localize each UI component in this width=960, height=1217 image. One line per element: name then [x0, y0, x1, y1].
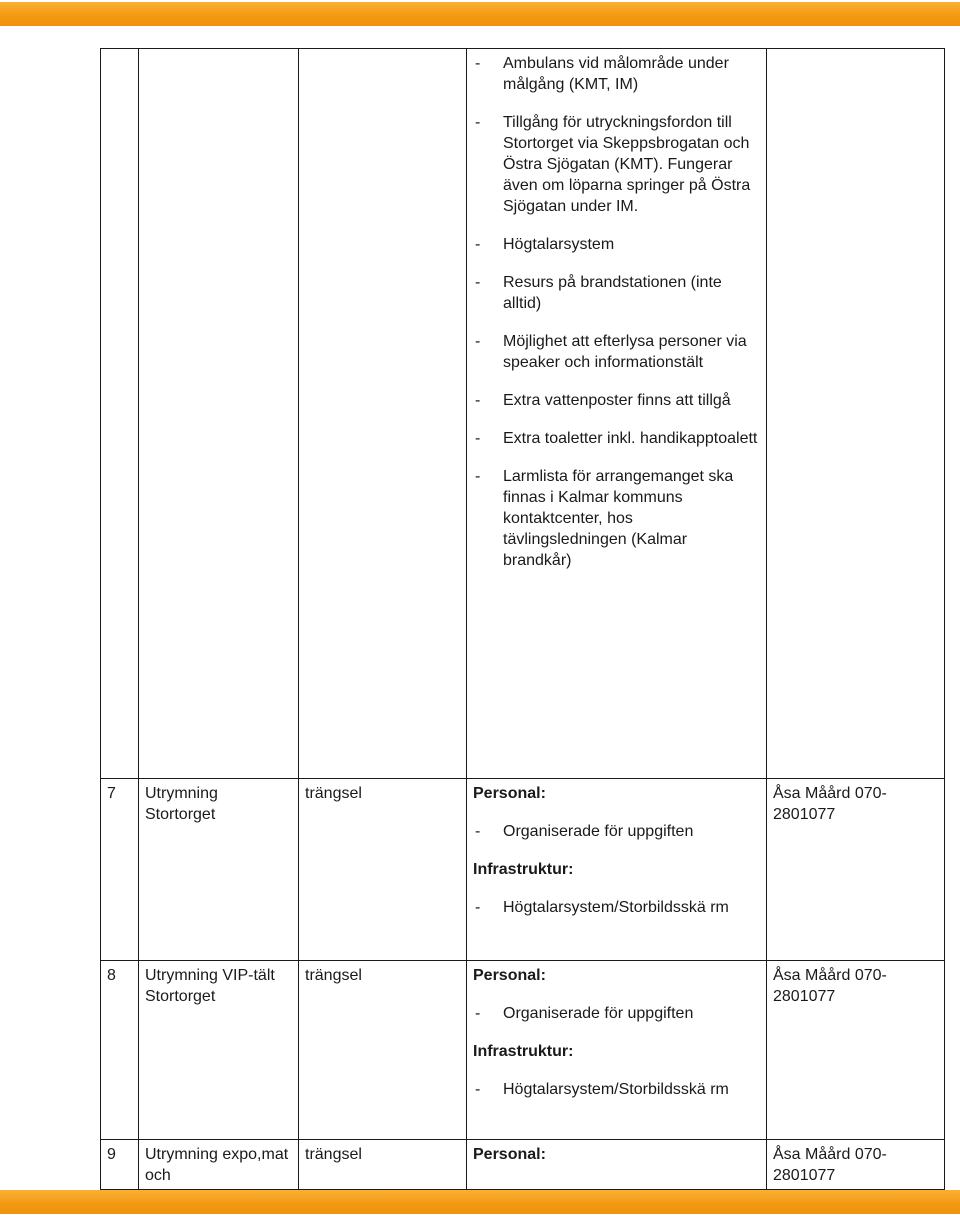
- personal-label: Personal:: [473, 785, 546, 802]
- list-item: [473, 53, 760, 95]
- risk-cell: trängsel: [299, 1140, 467, 1190]
- area-cell: Utrymning VIP-tält Stortorget: [139, 961, 299, 1140]
- measures-cell: [467, 779, 767, 961]
- footer-band: [0, 1190, 960, 1214]
- personal-label: Personal:: [473, 967, 546, 984]
- area-cell: Utrymning expo,mat och: [139, 1140, 299, 1190]
- nr-cell: 8: [101, 961, 139, 1140]
- table-row: [101, 779, 945, 961]
- list-item: [473, 897, 760, 918]
- bullet-dash: -: [475, 1005, 481, 1022]
- table-row: [101, 49, 945, 779]
- bullet-dash: -: [475, 468, 481, 485]
- list-item-text: Organiserade för uppgiften: [503, 823, 694, 840]
- list-item: [473, 234, 760, 255]
- personal-label: Personal:: [473, 1146, 546, 1163]
- list-item-text: Resurs på brandstationen (inte alltid): [503, 274, 722, 312]
- list-item: [473, 272, 760, 314]
- bullet-dash: -: [475, 274, 481, 291]
- bullet-dash: -: [475, 823, 481, 840]
- measures-cell: [467, 961, 767, 1140]
- list-item: [473, 428, 760, 449]
- bullet-dash: -: [475, 333, 481, 350]
- list-item-text: Tillgång för utryckningsfordon till Stortorget via Skeppsbrogatan och Östra Sjögatan (KMT). Fungerar även om löparna springer på Östra Sjögatan under IM.: [503, 114, 751, 215]
- list-item: [473, 1079, 760, 1100]
- list-item: [473, 821, 760, 842]
- list-item: [473, 331, 760, 373]
- nr-cell: 7: [101, 779, 139, 961]
- list-item-text: Extra vattenposter finns att tillgå: [503, 392, 731, 409]
- list-item-text: Högtalarsystem/Storbildsskä rm: [503, 1081, 729, 1098]
- bullet-dash: -: [475, 1081, 481, 1098]
- list-item-text: Larmlista för arrangemanget ska finnas i Kalmar kommuns kontaktcenter, hos tävlingsledningen (Kalmar brandkår): [503, 468, 734, 569]
- list-item-text: Högtalarsystem: [503, 236, 615, 253]
- header-band: [0, 2, 960, 26]
- list-item: [473, 466, 760, 571]
- list-item-text: Ambulans vid målområde under målgång (KMT, IM): [503, 55, 729, 93]
- nr-cell: 9: [101, 1140, 139, 1190]
- bullet-dash: -: [475, 430, 481, 447]
- table-row: [101, 961, 945, 1140]
- list-item: [473, 112, 760, 217]
- bullet-dash: -: [475, 55, 481, 72]
- list-item-text: Högtalarsystem/Storbildsskä rm: [503, 899, 729, 916]
- bullet-dash: -: [475, 899, 481, 916]
- list-item: [473, 1003, 760, 1024]
- nr-cell: [101, 49, 139, 779]
- bullet-dash: -: [475, 114, 481, 131]
- measures-cell: [467, 1140, 767, 1190]
- risk-cell: trängsel: [299, 779, 467, 961]
- bullet-dash: -: [475, 392, 481, 409]
- list-item-text: Extra toaletter inkl. handikapptoalett: [503, 430, 758, 447]
- infrastructure-label: Infrastruktur:: [473, 1043, 574, 1060]
- area-cell: Utrymning Stortorget: [139, 779, 299, 961]
- measures-cell: [467, 49, 767, 779]
- contact-cell: Åsa Måård 070-2801077: [767, 779, 945, 961]
- contact-cell: Åsa Måård 070-2801077: [767, 961, 945, 1140]
- risk-table: [100, 48, 945, 1190]
- bullet-dash: -: [475, 236, 481, 253]
- risk-cell: trängsel: [299, 961, 467, 1140]
- area-cell: [139, 49, 299, 779]
- infrastructure-label: Infrastruktur:: [473, 861, 574, 878]
- contact-cell: Åsa Måård 070-2801077: [767, 1140, 945, 1190]
- risk-cell: [299, 49, 467, 779]
- list-item-text: Möjlighet att efterlysa personer via speaker och informationstält: [503, 333, 747, 371]
- list-item-text: Organiserade för uppgiften: [503, 1005, 694, 1022]
- table-row: [101, 1140, 945, 1190]
- list-item: [473, 390, 760, 411]
- contact-cell: [767, 49, 945, 779]
